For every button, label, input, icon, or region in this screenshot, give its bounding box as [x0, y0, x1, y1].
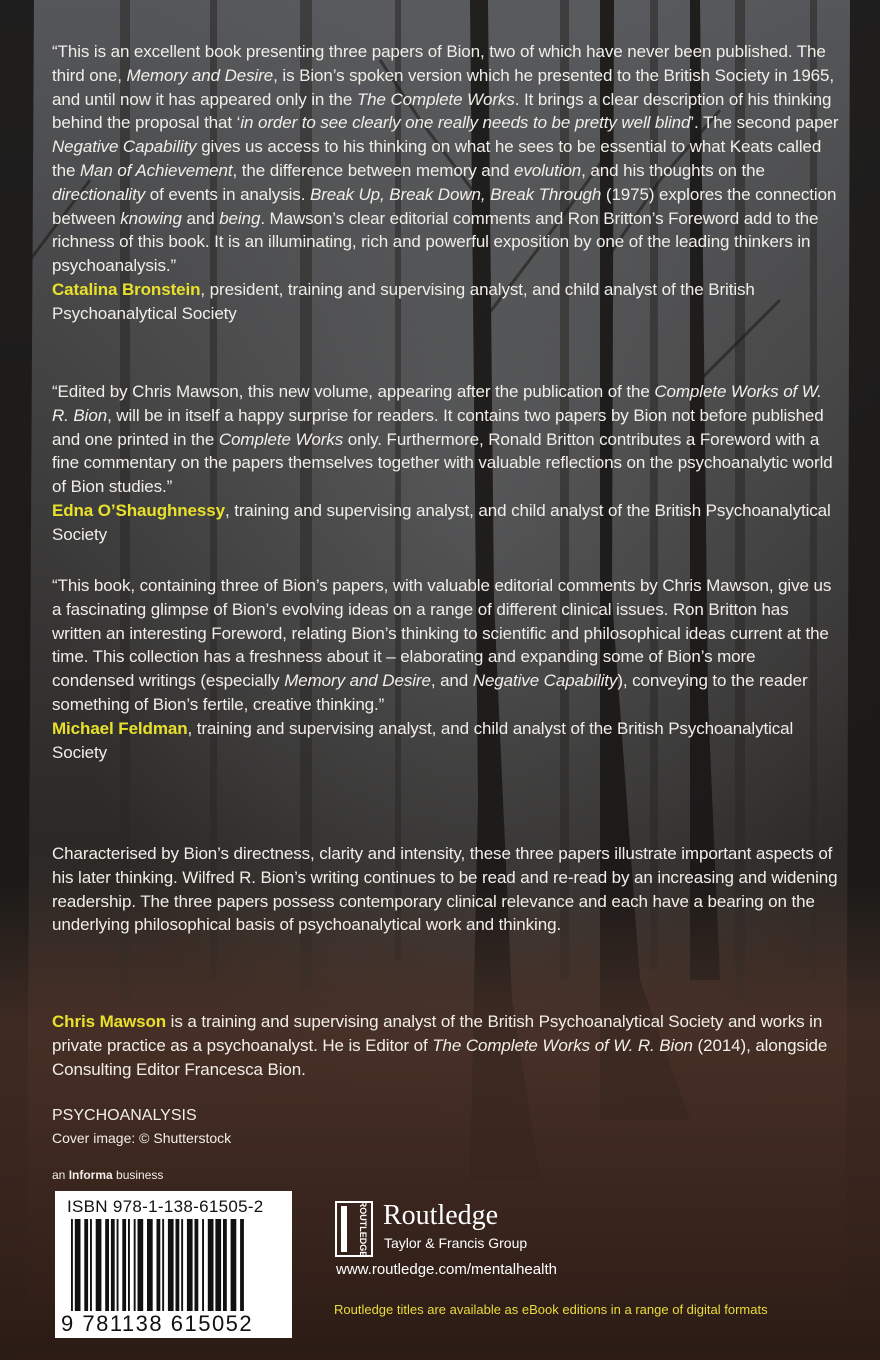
review-quote: “This is an excellent book presenting three papers of Bion, two of which have never been published. The third one, Memory and Desire, is Bion’s spoken version which he presented to the British Society in 1965, and until now it has appeared only in the The Complete Works. It brings a clear description of his thinking behind the proposal that ‘in order to see clearly one really needs to be pretty well blind’. The second paper Negative Capability gives us access to his thinking on what he sees to be essential to what Keats called the Man of Achievement, the difference between memory and evolution, and his thoughts on the directionality of events in analysis. Break Up, Break Down, Break Through (1975) explores the connection between knowing and being. Mawson’s clear editorial comments and Ron Britton’s Foreword add to the richness of this book. It is an illuminating, rich and powerful exposition by one of the leading thinkers in psychoanalysis.”: [52, 42, 839, 276]
author-bio: Chris Mawson is a training and supervising analyst of the British Psychoanalytical Society and works in private practice as a psychoanalyst. He is Editor of The Complete Works of W. R. Bion (2014), alongside Consulting Editor Francesca Bion.: [52, 1012, 828, 1079]
publisher-name: Routledge: [383, 1200, 499, 1231]
subject-category: PSYCHOANALYSIS: [52, 1107, 197, 1124]
publisher-group: Taylor & Francis Group: [384, 1235, 528, 1251]
ebook-availability-note: Routledge titles are available as eBook editions in a range of digital formats: [334, 1302, 768, 1317]
publisher-url: www.routledge.com/mentalhealth: [336, 1261, 557, 1278]
reviewer-name: Catalina Bronstein: [52, 279, 201, 299]
reviewer-name: Edna O’Shaughnessy: [52, 500, 225, 520]
review-quote: “Edited by Chris Mawson, this new volume, appearing after the publication of the Complete Works of W. R. Bion, will be in itself a happy surprise for readers. It contains two papers by Bion not before published and one printed in the Complete Works only. Furthermore, Ronald Britton contributes a Foreword with a fine commentary on the papers themselves together with valuable reflections on the psychoanalytic world of Bion studies.”: [52, 382, 833, 497]
routledge-logo-icon: [334, 1200, 374, 1258]
informa-business-label: an Informa business: [52, 1168, 164, 1182]
barcode-icon: [69, 1219, 279, 1313]
routledge-vertical-logo-text: ROUTLEDGE: [358, 1200, 368, 1258]
cover-image-credit: Cover image: © Shutterstock: [52, 1130, 232, 1146]
review-feldman: [52, 574, 842, 764]
review-oshaughnessy: [52, 380, 842, 547]
reviewer-credit: Catalina Bronstein, president, training and supervising analyst, and child analyst of the British Psychoanalytical Society: [52, 279, 755, 323]
review-bronstein: [52, 40, 842, 326]
isbn-digits: 9 781138 615052: [61, 1311, 254, 1336]
reviewer-name: Michael Feldman: [52, 718, 188, 738]
reviewer-credit: Michael Feldman, training and supervising analyst, and child analyst of the British Psychoanalytical Society: [52, 718, 794, 762]
book-blurb: Characterised by Bion’s directness, clarity and intensity, these three papers illustrate important aspects of his later thinking. Wilfred R. Bion’s writing continues to be read and re-read by an increasing and widening readership. The three papers possess contemporary clinical relevance and each have a bearing on the underlying philosophical basis of psychoanalytical work and thinking.: [52, 844, 838, 935]
author-name: Chris Mawson: [52, 1012, 167, 1031]
isbn-label: ISBN 978-1-138-61505-2: [67, 1197, 264, 1216]
isbn-barcode-box: [55, 1191, 292, 1338]
review-quote: “This book, containing three of Bion’s papers, with valuable editorial comments by Chris Mawson, give us a fascinating glimpse of Bion’s evolving ideas on a range of different clinical issues. Ron Britton has written an interesting Foreword, relating Bion’s thinking to scientific and philosophical ideas current at the time. This collection has a freshness about it – elaborating and expanding some of Bion’s more condensed writings (especially Memory and Desire, and Negative Capability), conveying to the reader something of Bion’s fertile, creative thinking.”: [52, 576, 832, 714]
reviewer-credit: Edna O’Shaughnessy, training and supervising analyst, and child analyst of the British Psychoanalytical Society: [52, 500, 831, 544]
